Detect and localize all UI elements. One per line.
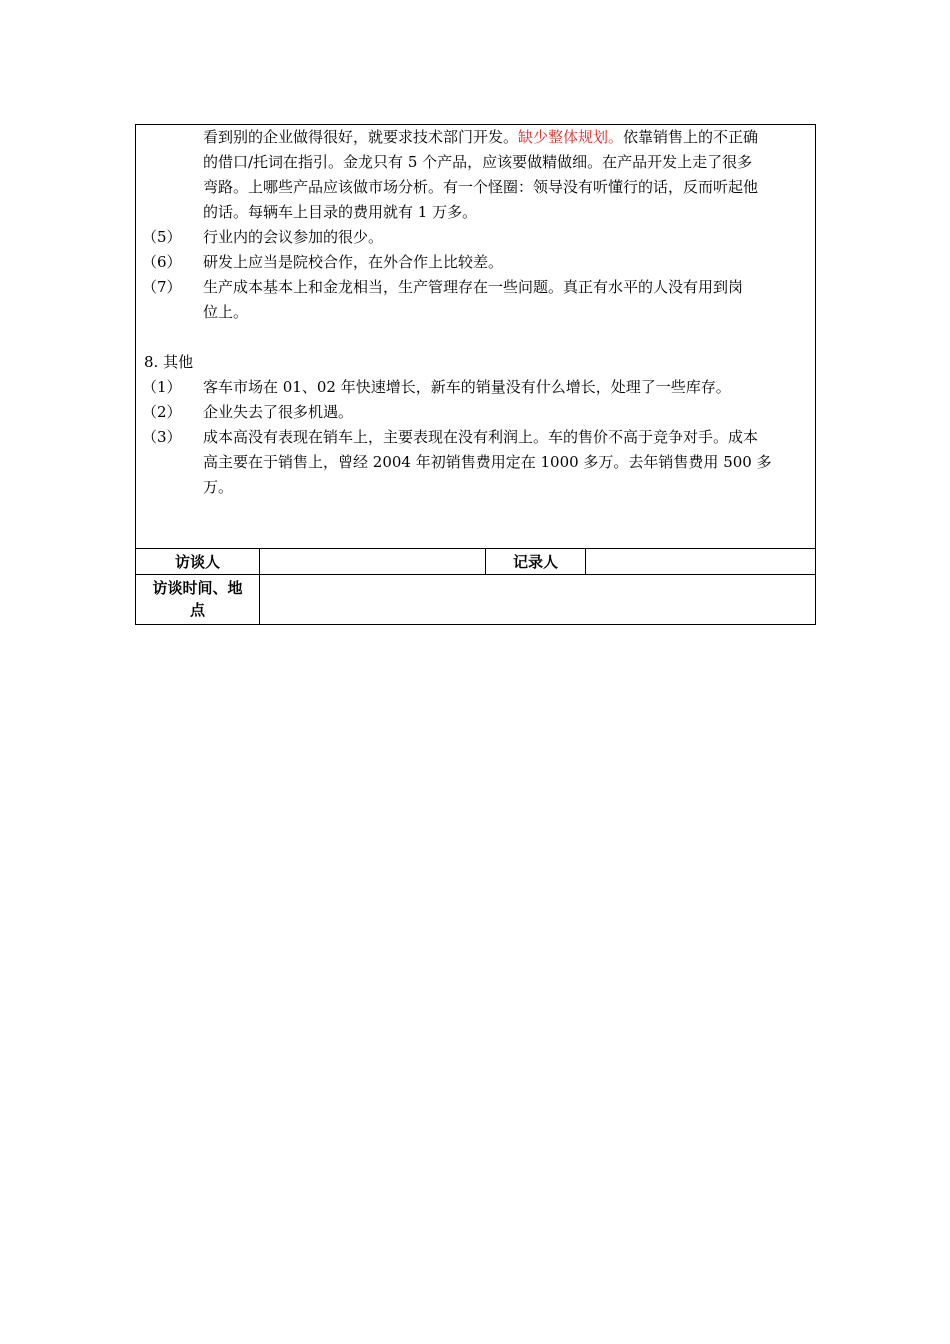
list-item-text: 高主要在于销售上，曾经 2004 年初销售费用定在 1000 多万。去年销售费用 500 多 [203,453,772,471]
list-item-text: 客车市场在 01、02 年快速增长，新车的销量没有什么增长，处理了一些库存。 [203,378,731,396]
continuation-line-3: 弯路。上哪些产品应该做市场分析。有一个怪圈：领导没有听懂行的话，反而听起他 [203,178,759,196]
recorder-label: 记录人 [512,553,558,571]
continuation-text-a: 看到别的企业做得很好，就要求技术部门开发。 [203,128,519,146]
divider [136,574,815,575]
list-item-text: 成本高没有表现在销车上，主要表现在没有利润上。车的售价不高于竞争对手。成本 [203,428,759,446]
list-item-text: 企业失去了很多机遇。 [203,403,354,421]
continuation-line-1 [203,125,758,150]
list-item-text: 研发上应当是院校合作，在外合作上比较差。 [203,253,504,271]
section-heading: 8. 其他 [144,353,194,371]
item-number: （7） [142,278,182,296]
divider [585,549,586,574]
divider [259,549,260,624]
interview-record-table [135,124,816,625]
item-number: （3） [142,428,182,446]
time-place-label-line-2: 点 [189,601,205,619]
continuation-line-4: 的话。每辆车上目录的费用就有 1 万多。 [203,203,478,221]
list-item-text: 万。 [203,478,234,496]
continuation-text-b: 依靠销售上的不正确 [623,128,759,146]
continuation-line-2: 的借口/托词在指引。金龙只有 5 个产品，应该要做精做细。在产品开发上走了很多 [203,153,753,171]
notes-content [136,125,815,548]
item-number: （2） [142,403,182,421]
item-number: （6） [142,253,182,271]
list-item-text: 生产成本基本上和金龙相当，生产管理存在一些问题。真正有水平的人没有用到岗 [203,278,744,296]
time-place-label [136,577,259,621]
item-number: （5） [142,228,182,246]
list-item-text: 行业内的会议参加的很少。 [203,228,384,246]
list-item-text: 位上。 [203,303,249,321]
interviewer-label: 访谈人 [174,553,220,571]
time-place-label-line-1: 访谈时间、地 [152,579,243,597]
item-number: （1） [142,378,182,396]
highlighted-text: 缺少整体规划。 [518,128,624,146]
divider [136,548,815,549]
